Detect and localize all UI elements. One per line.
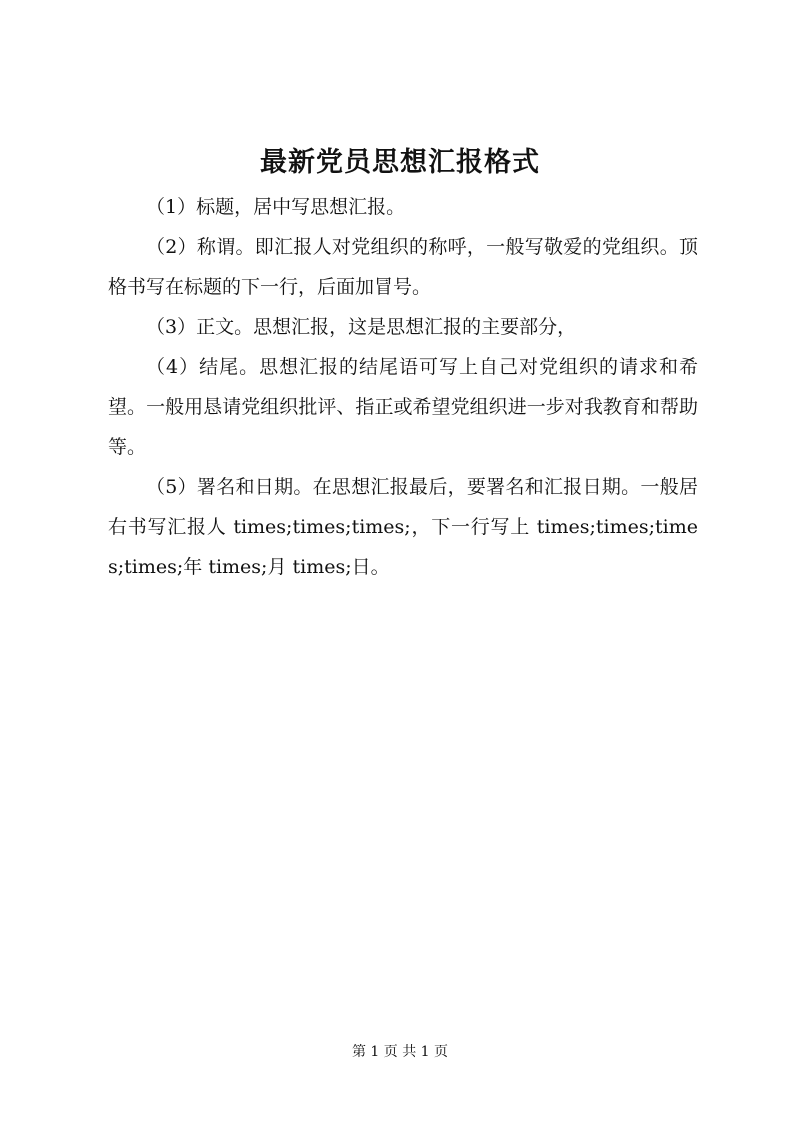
page-footer: 第 1 页 共 1 页 [351, 1044, 449, 1060]
paragraph-title-rule: （1）标题，居中写思想汇报。 [146, 196, 406, 218]
paragraph-signature-rule: （5）署名和日期。在思想汇报最后，要署名和汇报日期。一般居右书写汇报人 times;times;times;，下一行写上 times;times;times;times;年 times;月 times;日。 [108, 476, 698, 578]
document-body [108, 187, 698, 587]
paragraph-salutation-rule: （2）称谓。即汇报人对党组织的称呼，一般写敬爱的党组织。顶格书写在标题的下一行，后面加冒号。 [108, 236, 698, 298]
paragraph-body-rule: （3）正文。思想汇报，这是思想汇报的主要部分， [146, 316, 577, 338]
paragraph-ending-rule: （4）结尾。思想汇报的结尾语可写上自己对党组织的请求和希望。一般用恳请党组织批评、指正或希望党组织进一步对我教育和帮助等。 [108, 356, 698, 458]
document-title: 最新党员思想汇报格式 [260, 147, 540, 178]
